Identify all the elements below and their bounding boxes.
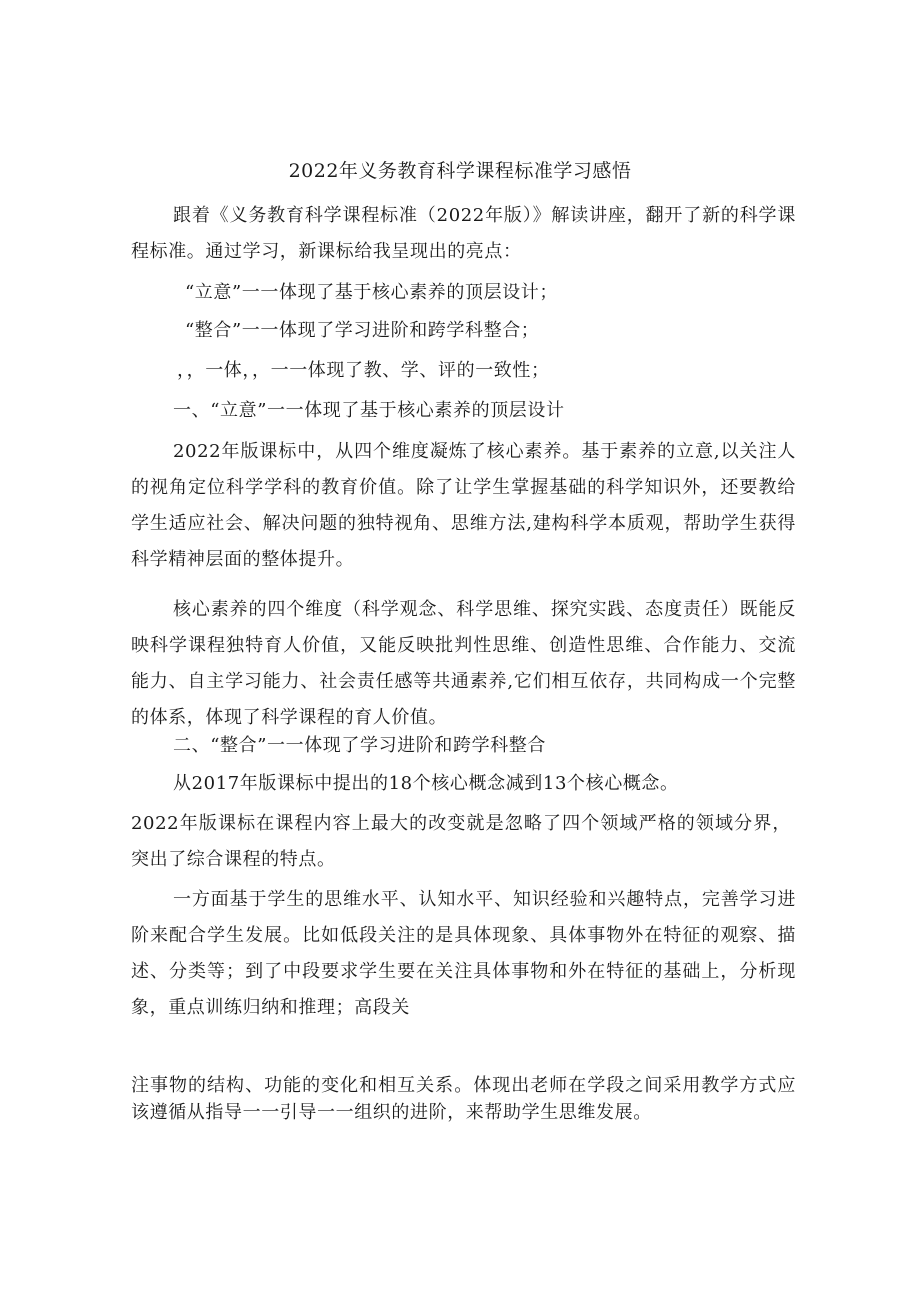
document-title: 2022年义务教育科学课程标准学习感悟 bbox=[288, 160, 632, 182]
highlight-item: “立意”一一体现了基于核心素养的顶层设计； bbox=[185, 282, 559, 303]
highlight-item: ，，一体，，一一体现了教、学、评的一致性； bbox=[177, 360, 550, 381]
paragraph: 一方面基于学生的思维水平、认知水平、知识经验和兴趣特点，完善学习进阶来配合学生发展。比如低段关注的是具体现象、具体事物外在特征的观察、描述、分类等；到了中段要求学生要在关注具体事物和外在特征的基础上，分析现象，重点训练归纳和推理；高段关 bbox=[131, 889, 796, 1018]
section-heading: 二、“整合”一一体现了学习进阶和跨学科整合 bbox=[173, 735, 547, 756]
intro-paragraph: 跟着《义务教育科学课程标准（2022年版）》解读讲座，翻开了新的科学课程标准。通过学习，新课标给我呈现出的亮点： bbox=[131, 205, 796, 262]
paragraph: 核心素养的四个维度（科学观念、科学思维、探究实践、态度责任）既能反映科学课程独特育人价值，又能反映批判性思维、创造性思维、合作能力、交流能力、自主学习能力、社会责任感等共通素养,它们相互依存，共同构成一个完整的体系，体现了科学课程的育人价值。 bbox=[131, 599, 796, 728]
paragraph: 2022年版课标中，从四个维度凝炼了核心素养。基于素养的立意,以关注人的视角定位科学学科的教育价值。除了让学生掌握基础的科学知识外，还要教给学生适应社会、解决问题的独特视角、思维方法,建构科学本质观，帮助学生获得科学精神层面的整体提升。 bbox=[131, 441, 796, 570]
highlight-item: “整合”一一体现了学习进阶和跨学科整合； bbox=[185, 320, 540, 341]
paragraph-line: 从2017年版课标中提出的18个核心概念减到13个核心概念。 bbox=[173, 773, 679, 794]
paragraph: 2022年版课标在课程内容上最大的改变就是忽略了四个领域严格的领域分界，突出了综合课程的特点。 bbox=[131, 813, 791, 870]
section-heading: 一、“立意”一一体现了基于核心素养的顶层设计 bbox=[173, 400, 565, 421]
paragraph: 注事物的结构、功能的变化和相互关系。体现出老师在学段之间采用教学方式应该遵循从指导一一引导一一组织的进阶，来帮助学生思维发展。 bbox=[131, 1075, 796, 1123]
